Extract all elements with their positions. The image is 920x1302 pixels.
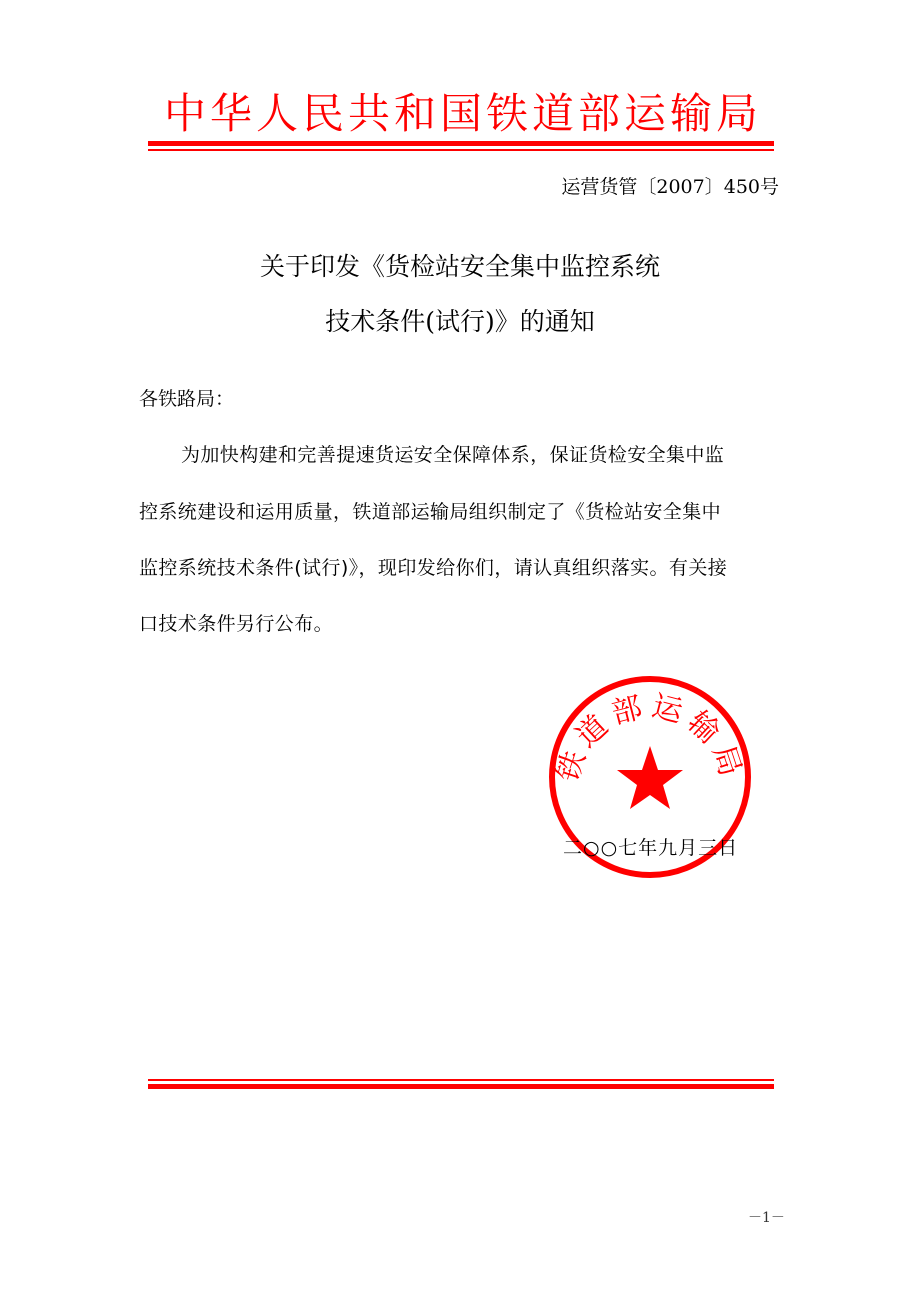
salutation: 各铁路局： xyxy=(139,388,235,410)
issue-date: 二○○七年九月三日 xyxy=(563,837,739,859)
header-rule-thick xyxy=(148,141,774,146)
document-number: 运营货管〔2007〕450号 xyxy=(561,176,779,198)
footer-rule-thin xyxy=(148,1079,774,1081)
seal-text: 铁道部运输局 xyxy=(550,688,750,787)
header-rule-thin xyxy=(148,149,774,151)
document-title-line-2: 技术条件(试行)》的通知 xyxy=(325,307,595,336)
footer-rule-thick xyxy=(148,1084,774,1089)
body-paragraph-line: 口技术条件另行公布。 xyxy=(139,613,334,635)
red-star-icon xyxy=(617,746,683,809)
body-paragraph-line: 控系统建设和运用质量，铁道部运输局组织制定了《货检站安全集中 xyxy=(139,501,722,523)
issuing-authority-header: 中华人民共和国铁道部运输局 xyxy=(163,89,762,138)
page-number: －1－ xyxy=(748,1210,785,1226)
document-title-line-1: 关于印发《货检站安全集中监控系统 xyxy=(259,252,660,281)
body-paragraph-line: 为加快构建和完善提速货运安全保障体系，保证货检安全集中监 xyxy=(181,444,725,466)
body-paragraph-line: 监控系统技术条件(试行)》，现印发给你们，请认真组织落实。有关接 xyxy=(139,557,728,579)
